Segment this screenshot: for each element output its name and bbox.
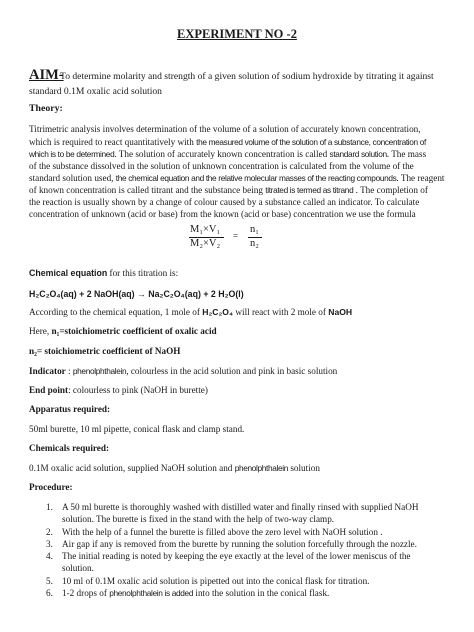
theory-line-7: the reaction is usually shown by a change of colour caused by a substance called an indicator. To calculate bbox=[29, 197, 420, 207]
step-number: 3. bbox=[46, 539, 53, 549]
aim-text-line-1: To determine molarity and strength of a given solution of sodium hydroxide by titrating it against bbox=[60, 71, 434, 82]
theory-line-3: which is to be determined. The solution of accurately known concentration is called standard solution. The mass bbox=[29, 149, 427, 159]
formula-numerator-right: n₁ bbox=[250, 224, 259, 235]
list-item-continuation: solution. The burette is fixed in the stand with the help of two-way clamp. bbox=[62, 514, 335, 524]
list-item: 10 ml of 0.1M oxalic acid solution is pipetted out into the conical flask for titration. bbox=[62, 576, 370, 586]
chemicals-heading: Chemicals required: bbox=[29, 443, 110, 453]
apparatus-heading: Apparatus required: bbox=[29, 404, 111, 414]
step-number: 5. bbox=[46, 576, 53, 586]
n2-definition: n₂= stoichiometric coefficient of NaOH bbox=[29, 346, 181, 356]
theory-line-5: standard solution used, the chemical equation and the relative molecular masses of the reacting compounds. The reagent bbox=[29, 173, 445, 183]
formula-denominator-right: n₂ bbox=[250, 238, 259, 249]
aim-text-line-2: standard 0.1M oxalic acid solution bbox=[29, 86, 162, 97]
theory-line-4: of the substance dissolved in the solution of unknown concentration is calculated from the volume of the bbox=[29, 161, 414, 171]
page-title: EXPERIMENT NO -2 bbox=[177, 27, 297, 41]
list-item: The initial reading is noted by keeping the eye exactly at the level of the lower meniscus of the bbox=[62, 551, 411, 561]
apparatus-text: 50ml burette, 10 ml pipette, conical flask and clamp stand. bbox=[29, 424, 245, 434]
formula-equals: = bbox=[233, 231, 239, 241]
list-item: With the help of a funnel the burette is filled above the zero level with NaOH solution . bbox=[62, 527, 383, 537]
list-item-continuation: solution. bbox=[62, 563, 94, 573]
theory-heading: Theory: bbox=[29, 103, 63, 114]
chemical-equation: H₂C₂O₄(aq) + 2 NaOH(aq) → Na₂C₂O₄(aq) + 2 H₂O(l) bbox=[29, 289, 244, 299]
theory-line-1: Titrimetric analysis involves determination of the volume of a solution of accurately known concentration, bbox=[29, 124, 421, 134]
according-sentence: According to the chemical equation, 1 mole of H₂C₂O₄ will react with 2 mole of NaOH bbox=[29, 307, 353, 317]
step-number: 1. bbox=[46, 502, 53, 512]
chemicals-text: 0.1M oxalic acid solution, supplied NaOH solution and phenolphthalein solution bbox=[29, 463, 320, 473]
theory-line-2: which is required to react quantitatively with the measured volume of the solution of a substance, concentration of bbox=[29, 137, 426, 147]
step-number: 4. bbox=[46, 551, 53, 561]
theory-line-8: concentration of unknown (acid or base) from the known (acid or base) concentration we use the formula bbox=[29, 209, 416, 219]
chemical-equation-intro: Chemical equation for this titration is: bbox=[29, 268, 179, 278]
formula-numerator-left: M₁×V₁ bbox=[190, 224, 221, 235]
formula-denominator-left: M₂×V₂ bbox=[190, 238, 221, 249]
step-number: 2. bbox=[46, 527, 53, 537]
n1-definition: Here, n₁=stoichiometric coefficient of oxalic acid bbox=[29, 326, 217, 336]
theory-line-6: of known concentration is called titrant and the substance being titrated is termed as titrand . The completion of bbox=[29, 185, 428, 195]
list-item: A 50 ml burette is thoroughly washed with distilled water and finally rinsed with supplied NaOH bbox=[62, 502, 419, 512]
list-item: Air gap if any is removed from the burette by running the solution forcefully through the nozzle. bbox=[62, 539, 417, 549]
list-item: 1-2 drops of phenolphthalein is added into the solution in the conical flask. bbox=[62, 588, 330, 598]
indicator-line: Indicator : phenolphthalein, colourless in the acid solution and pink in basic solution bbox=[29, 366, 338, 376]
end-point-line: End point: colourless to pink (NaOH in burette) bbox=[29, 385, 208, 395]
step-number: 6. bbox=[46, 588, 53, 598]
procedure-heading: Procedure: bbox=[29, 482, 73, 492]
aim-label: AIM- bbox=[29, 67, 64, 83]
